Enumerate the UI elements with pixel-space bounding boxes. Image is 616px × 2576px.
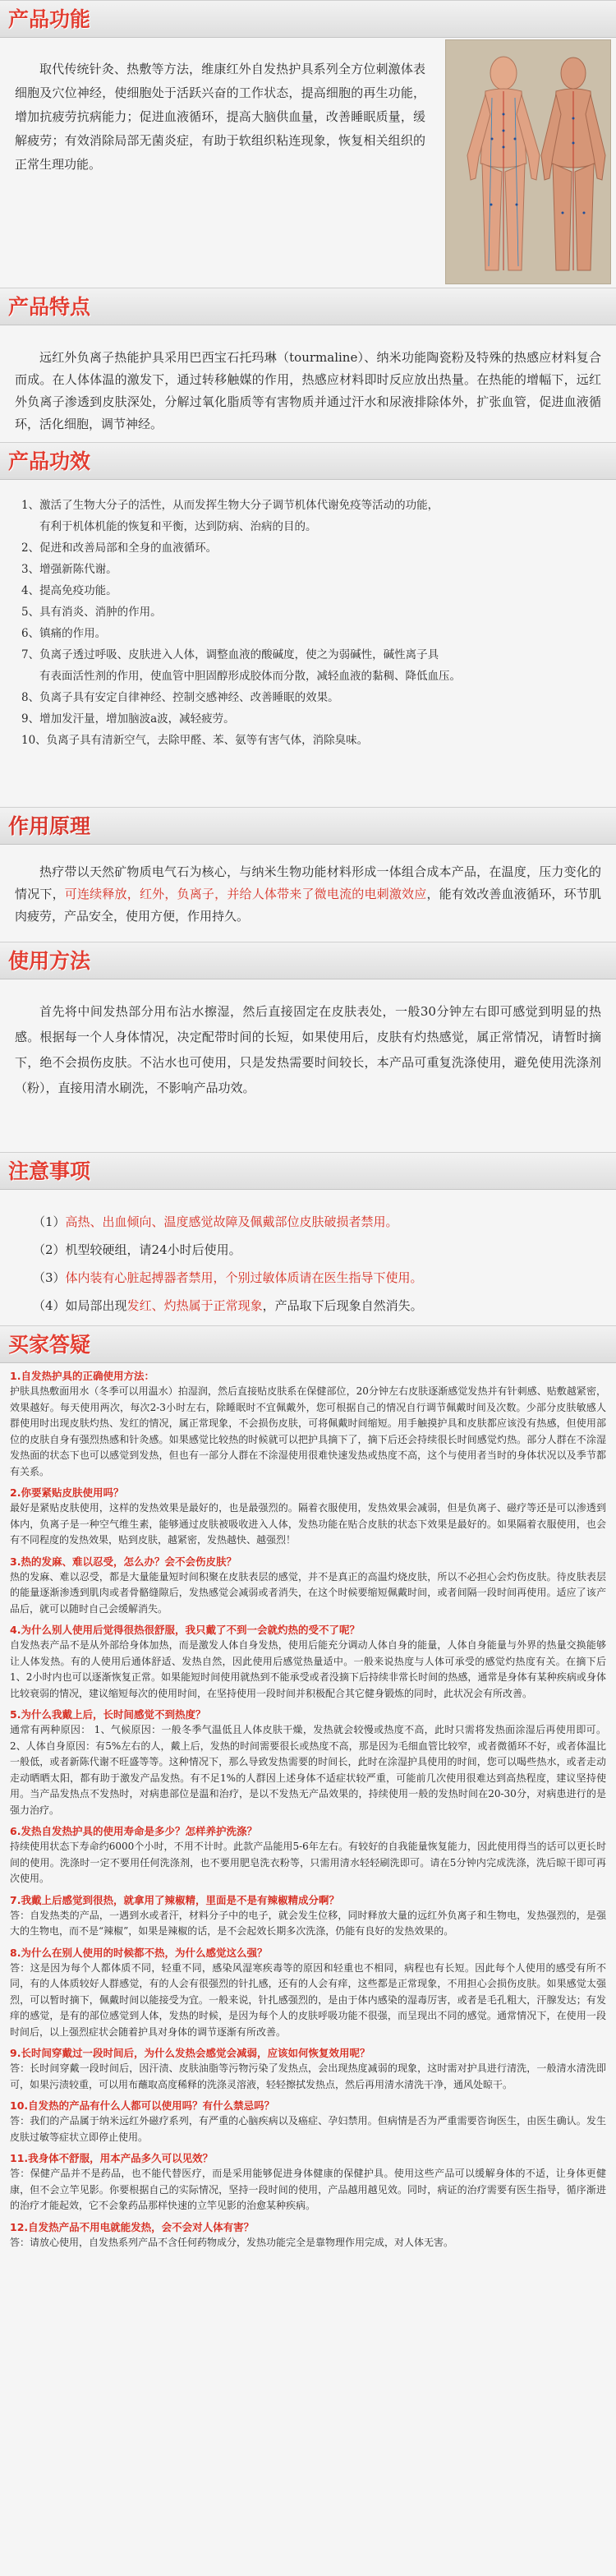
faq-item <box>10 1707 606 1818</box>
faq-answer: 答：这是因为每个人都体质不同，轻重不同，感染风湿寒疾毒等的原因和轻重也不相同，病程也有长短。因此每个人使用的感受有所不同，有的人体质较好人群感觉，有的人会有很强烈的针扎感，还有的人会有痒，这些都是正常现象，不用担心会损伤皮肤。如果感觉太强烈，可以暂时摘下，佩戴时间以能接受为宜。一般来说，针扎感强烈的，是由于体内感染的湿毒厉害，或者是毛孔粗大，汗腺发达；有发痒的感觉，是有的部位感觉到人体，发热的时候，是因为每个人的皮肤呼吸功能不很强，而呈现出不同的感觉。通常情况下，在使用一段时间后，以上强烈症状会随着护具对身体的调节逐渐有所改善。 <box>10 1961 606 2038</box>
faq-item <box>10 2150 606 2214</box>
faq-answer: 答：请放心使用，自发热系列产品不含任何药物成分，发热功能完全是靠物理作用完成，对人体无害。 <box>10 2236 454 2248</box>
section-body <box>0 979 616 1159</box>
section-header <box>0 807 616 845</box>
faq-question: 4.为什么别人使用后觉得很热很舒服，我只戴了不到一会就灼热的受不了呢？ <box>10 1624 360 1636</box>
faq-answer: 护肤具热敷面用水（冬季可以用温水）拍湿润，然后直接贴皮肤系在保健部位，20分钟左右皮肤逐渐感觉发热并有针刺感、贴敷越紧密，效果越好。每天使用两次，每次2-3小时左右，除睡眠时不宜佩戴外，您可根据自己的情况自行调节佩戴时间及次数。少部分皮肤敏感人群使用时出现皮肤灼热、发红的情况，属正常现象，不会损伤皮肤，可将佩戴时间缩短。用手触摸护具和皮肤都应该没有热感，但使用部位的皮肤自身有强烈热感和针灸感。如果感觉比较热的时候就可以把护具摘下了，摘下后还会持续很长时间感觉灼热。部分人群在不涂湿发热面的状态下也可以感觉到发热，但也有一部分人群在不涂湿使用很难快速发热或热度不高，这个与使用者当时的身体状况以及季节都有关系。 <box>10 1385 606 1477</box>
faq-question: 6.发热自发热护具的使用寿命是多少？怎样养护洗涤？ <box>10 1825 257 1837</box>
acupuncture-figure-image <box>445 39 611 284</box>
faq-answer: 持续使用状态下寿命约6000个小时，不用不计时。此款产品能用5-6年左右。有较好的自我能量恢复能力，因此使用得当的话可以更长时间的使用。洗涤时一定不要用任何洗涤剂，也不要用肥皂洗衣粉等，只需用清水轻轻刷洗即可。请在5分钟内完成洗涤，洗后晾干即可再次使用。 <box>10 1841 606 1884</box>
faq-question: 2.你要紧贴皮肤使用吗？ <box>10 1486 124 1499</box>
section-body <box>0 325 616 447</box>
efficacy-item: 8、负离子具有安定自律神经、控制交感神经、改善睡眠的效果。 <box>21 691 339 704</box>
efficacy-item: 3、增强新陈代谢。 <box>21 563 117 576</box>
faq-question: 12.自发热产品不用电就能发热，会不会对人体有害？ <box>10 2220 255 2233</box>
faq-question: 7.我戴上后感觉到很热，就拿用了辣椒精，里面是不是有辣椒精成分啊？ <box>10 1893 339 1906</box>
faq-question: 11.我身体不舒服，用本产品多久可以见效？ <box>10 2152 214 2164</box>
faq-answer: 自发热表产品不是从外部给身体加热，而是激发人体自身发热，使用后能充分调动人体自身的能量，人体自身能量与外界的热量交换能够让人体发热。有的人使用后通体舒适、发热自然，因此使用后感觉热量适中。一般来说热度与人体可承受的感觉灼热度有关。在摘下后1、2小时内也可以逐渐恢复正常。如果能短时间使用就热到不能承受或者没摘下后持续非常长时间的热感，通常是身体有某种疾病或身体比较衰弱的情况，建议缩短每次的使用时间，在坚持使用一段时间并积极配合其它健身锻炼的同时，此状况会有所改善。 <box>10 1639 606 1699</box>
efficacy-item: 7、负离子透过呼吸、皮肤进入人体，调整血液的酸碱度，使之为弱碱性，碱性离子具 有表面活性剂的作用，使血管中胆固醇形成胶体而分散，减轻血液的黏稠、降低血压。 <box>21 648 461 683</box>
efficacy-item: 4、提高免疫功能。 <box>21 584 117 597</box>
section-body <box>0 845 616 943</box>
notes-list <box>0 1190 616 1340</box>
section-efficacy <box>0 442 616 825</box>
section-header <box>0 0 616 38</box>
section-function <box>0 0 616 291</box>
faq-item <box>10 1945 606 2041</box>
efficacy-item: 9、增加发汗量，增加脑波a波，减轻疲劳。 <box>21 712 235 726</box>
section-title: 产品特点 <box>8 295 91 319</box>
faq-question: 8.为什么在别人使用的时候都不热，为什么感觉这么强？ <box>10 1946 268 1959</box>
faq-list <box>0 1363 616 2576</box>
faq-question: 10.自发热的产品有什么人都可以使用吗？有什么禁忌吗？ <box>10 2099 275 2112</box>
human-body-icon <box>446 40 611 284</box>
note-item: （2）机型较硬组，请24小时后使用。 <box>33 1242 241 1257</box>
section-usage <box>0 942 616 1159</box>
efficacy-item: 1、激活了生物大分子的活性，从而发挥生物大分子调节机体代谢免疫等活动的功能， 有利于机体机能的恢复和平衡，达到防病、治病的目的。 <box>21 499 439 533</box>
faq-item <box>10 1554 606 1618</box>
efficacy-item: 5、具有消炎、消肿的作用。 <box>21 606 162 619</box>
section-faq <box>0 1325 616 2576</box>
faq-question: 3.热的发麻、难以忍受，怎么办？会不会伤皮肤？ <box>10 1555 237 1568</box>
principle-text: 热疗带以天然矿物质电气石为核心，与纳米生物功能材料形成一体组合成本产品，在温度，压力变化的情况下，可连续释放，红外，负离子，并给人体带来了微电流的电刺激效应，能有效改善血液循环，环节肌肉疲劳，产品安全，使用方便，作用持久。 <box>15 864 601 924</box>
note-item: （4）如局部出现发红、灼热属于正常现象，产品取下后现象自然消失。 <box>33 1298 423 1313</box>
faq-item <box>10 1485 606 1549</box>
section-title: 注意事项 <box>8 1159 91 1183</box>
section-header <box>0 1325 616 1363</box>
faq-question: 1.自发热护具的正确使用方法： <box>10 1370 154 1382</box>
faq-question: 9.长时间穿戴过一段时间后，为什么发热会感觉会减弱，应该如何恢复效用呢？ <box>10 2047 370 2059</box>
section-title: 产品功效 <box>8 449 91 473</box>
faq-item <box>10 1368 606 1480</box>
section-header <box>0 288 616 325</box>
section-title: 作用原理 <box>8 814 91 838</box>
section-title: 使用方法 <box>8 949 91 973</box>
section-title: 产品功能 <box>8 7 91 31</box>
faq-item <box>10 2045 606 2093</box>
principle-highlight: 可连续释放，红外，负离子，并给人体带来了微电流的电刺激效应 <box>64 887 427 901</box>
faq-answer: 热的发麻、难以忍受，都是大量能量短时间积聚在皮肤表层的感觉，并不是真正的高温灼烧皮肤，所以不必担心会灼伤皮肤。待皮肤表层的能量逐渐渗透到肌肉或者骨骼缝隙后，发热感觉会减弱或者消失，在这个时候要缩短佩戴时间，或者间隔一段时间再使用。适应了该产品后，就可以随时自己会缓解消失。 <box>10 1570 606 1615</box>
efficacy-list <box>0 480 616 825</box>
section-header <box>0 442 616 480</box>
section-principle <box>0 807 616 943</box>
faq-answer: 答：自发热类的产品，一遇到水或者汗，材料分子中的电子，就会发生位移，同时释放大量的远红外负离子和生物电，发热强烈的，是强大的生物电，而不是“辣椒”，如果是辣椒的话，是不会起效长期多次洗涤，仍能有良好的发热效果的。 <box>10 1909 606 1937</box>
efficacy-item: 10、负离子具有清新空气，去除甲醛、苯、氨等有害气体，消除臭味。 <box>21 734 369 747</box>
function-text: 取代传统针灸、热敷等方法，维康红外自发热护具系列全方位刺激体表细胞及穴位神经，使细胞处于活跃兴奋的工作状态，提高细胞的再生功能，增加抗疲劳抗病能力；促进血液循环，提高大脑供血量，改善睡眠质量，缓解疲劳；有效消除局部无菌炎症，有助于软组织粘连现象，恢复相关组织的正常生理功能。 <box>15 62 425 172</box>
faq-item <box>10 2219 606 2251</box>
section-features <box>0 288 616 447</box>
faq-item <box>10 1892 606 1940</box>
note-item: （1）高热、出血倾向、温度感觉故障及佩戴部位皮肤破损者禁用。 <box>33 1214 398 1229</box>
section-body <box>0 38 616 291</box>
faq-answer: 答：长时间穿戴一段时间后，因汗渍、皮肤油脂等污物污染了发热点，会出现热度减弱的现象，这时需对护具进行清洗，一般清水清洗即可，如果污渍较重，可以用布蘸取高度稀释的洗涤灵溶液，轻轻擦拭发热点，然后再用清水清洗干净，通风处晾干。 <box>10 2062 606 2090</box>
section-header <box>0 1152 616 1190</box>
faq-answer: 答：保健产品并不是药品，也不能代替医疗，而是采用能够促进身体健康的保健护具。使用这些产品可以缓解身体的不适，让身体更健康，但不会立竿见影。你要根据自己的实际情况，坚持一段时间的使用，产品越用越见效。同时，病证的治疗需要有医生指导，循序渐进的治疗才能起效，它不会象药品那样快速的立竿见影的治愈某种疾病。 <box>10 2168 606 2211</box>
faq-answer: 答：我们的产品属于纳米远红外磁疗系列，有严重的心脑疾病以及癌症、孕妇禁用。但病情是否为严重需要咨询医生，由医生确认。发生皮肤过敏等症状立即停止使用。 <box>10 2115 606 2143</box>
faq-question: 5.为什么我戴上后，长时间感觉不到热度？ <box>10 1708 206 1721</box>
efficacy-item: 6、镇痛的作用。 <box>21 627 107 640</box>
section-header <box>0 942 616 979</box>
faq-item <box>10 1622 606 1702</box>
section-notes <box>0 1152 616 1340</box>
faq-item <box>10 2098 606 2145</box>
faq-answer: 最好是紧贴皮肤使用，这样的发热效果是最好的，也是最强烈的。隔着衣服使用，发热效果会减弱，但是负离子、磁疗等还是可以渗透到体内，负离子是一种空气维生素，能够通过皮肤被吸收进入人体，发热功能在贴合皮肤的状态下效果是最好的。如果隔着衣服使用，也会有不同程度的发热效果，贴到皮肤，越紧密，发热越快、越强烈！ <box>10 1502 606 1546</box>
faq-answer: 通常有两种原因： 1、气候原因：一般冬季气温低且人体皮肤干燥，发热就会较慢或热度不高，此时只需将发热面涂湿后再使用即可。 2、人体自身原因：有5%左右的人，戴上后，发热的时间需要很长或热度不高，那是因为毛细血管比较窄，或者微循环不好，或者体温比一般低，或者新陈代谢不旺盛等等。这种情况下，那么导致发热需要的时间长，此时在涂湿护具使用的时间，您可以喝些热水，或者走动走动晒晒太阳，都有助于激发产品发热。有不足1%的人群因上述身体不适症状较严重，可能前几次使用很难达到高热程度，建议坚持使用。当产品发热点不发热时，对病患部位是温和治疗，是以不发热无产品效果的，持续使用一般的发热时间在20-30分，对病患进行的是强力治疗。 <box>10 1724 606 1816</box>
features-text: 远红外负离子热能护具采用巴西宝石托玛琳（tourmaline）、纳米功能陶瓷粉及特殊的热感应材料复合而成。在人体体温的激发下，通过转移触媒的作用，热感应材料即时反应放出热量。在热能的增幅下，远红外负离子渗透到皮肤深处，分解过氧化脂质等有害物质并通过汗水和尿液排除体外，扩张血管，促进血液循环，活化细胞，调节神经。 <box>15 350 601 431</box>
efficacy-item: 2、促进和改善局部和全身的血液循环。 <box>21 541 218 555</box>
usage-text: 首先将中间发热部分用布沾水擦湿，然后直接固定在皮肤表处，一般30分钟左右即可感觉到明显的热感。根据每一个人身体情况，决定配带时间的长短，如果使用后，皮肤有灼热感觉，属正常情况，请暂时摘下，绝不会损伤皮肤。不沾水也可使用，只是发热需要时间较长，本产品可重复洗涤使用，避免使用洗涤剂（粉），直接用清水刷洗，不影响产品功效。 <box>15 1004 601 1095</box>
faq-item <box>10 1823 606 1887</box>
section-title: 买家答疑 <box>8 1333 91 1357</box>
note-item: （3）体内装有心脏起搏器者禁用，个别过敏体质请在医生指导下使用。 <box>33 1270 423 1285</box>
